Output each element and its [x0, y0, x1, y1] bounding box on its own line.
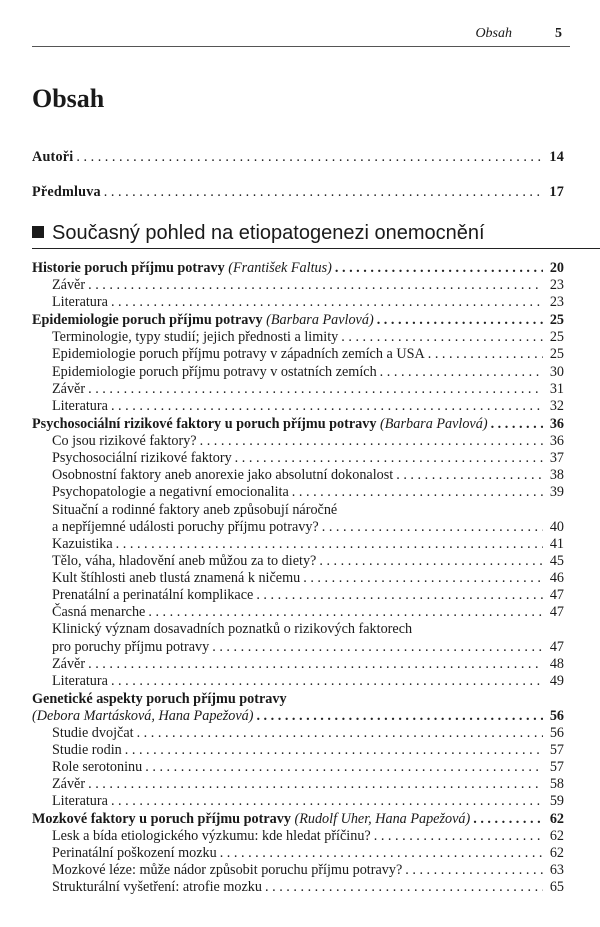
dot-leader	[491, 415, 543, 433]
toc-entry[interactable]: Tělo, váha, hladovění aneb můžou za to diety? . . . 45	[52, 552, 564, 570]
toc-entry[interactable]: Kazuistika . . . 41	[52, 535, 564, 553]
dot-leader	[335, 259, 543, 277]
toc-entry[interactable]: Epidemiologie poruch příjmu potravy v západních zemích a USA . . . 25	[52, 345, 564, 363]
toc-entry[interactable]: Strukturální vyšetření: atrofie mozku . . . 65	[52, 878, 564, 896]
toc-entry[interactable]: Kult štíhlosti aneb tlustá znamená k ničemu . . . 46	[52, 569, 564, 587]
toc-entry-line1[interactable]: Situační a rodinné faktory aneb způsobují náročné	[52, 502, 338, 518]
toc-entry[interactable]: Lesk a bída etiologického výzkumu: kde hledat příčinu? . . . 62	[52, 827, 564, 845]
dot-leader	[104, 183, 543, 201]
running-head	[32, 26, 570, 47]
toc-entry[interactable]: Osobnostní faktory aneb anorexie jako absolutní dokonalost . . . 38	[52, 466, 564, 484]
toc-chapter-genetics-title[interactable]: Genetické aspekty poruch příjmu potravy	[32, 691, 287, 707]
toc-entry[interactable]: Studie dvojčat . . . 56	[52, 724, 564, 742]
toc-chapter-genetics[interactable]: (Debora Martásková, Hana Papežová) . . . 56	[32, 707, 564, 725]
toc-chapter-history[interactable]: Historie poruch příjmu potravy (František Faltus) . . . 20	[32, 259, 564, 277]
dot-leader	[256, 707, 543, 725]
page-number: 5	[555, 26, 562, 41]
toc-entry[interactable]: a nepříjemné události poruchy příjmu potravy? . . . 40	[52, 518, 564, 536]
toc-entry[interactable]: Perinatální poškození mozku . . . 62	[52, 844, 564, 862]
toc-chapter-brain-factors[interactable]: Mozkové faktory u poruch příjmu potravy (Rudolf Uher, Hana Papežová) . . . 62	[32, 810, 564, 828]
toc-entry[interactable]: Epidemiologie poruch příjmu potravy v ostatních zemích . . . 30	[52, 363, 564, 381]
toc-entry[interactable]: Časná menarche . . . 47	[52, 603, 564, 621]
toc-entry-authors[interactable]: Autoři . . . 14	[32, 148, 564, 166]
toc-entry[interactable]: Co jsou rizikové faktory? . . . 36	[52, 432, 564, 450]
section-heading: Současný pohled na etiopatogenezi onemocnění	[32, 220, 600, 249]
dot-leader	[76, 148, 543, 166]
toc-entry[interactable]: Studie rodin . . . 57	[52, 741, 564, 759]
toc-chapter-psychosocial[interactable]: Psychosociální rizikové faktory u poruch příjmu potravy (Barbara Pavlová) . . . 36	[32, 415, 564, 433]
toc-entry[interactable]: Psychopatologie a negativní emocionalita . . . 39	[52, 483, 564, 501]
toc-entry-preface[interactable]: Předmluva . . . 17	[32, 183, 564, 201]
toc-entry[interactable]: Terminologie, typy studií; jejich přednosti a limity . . . 25	[52, 328, 564, 346]
toc-entry-line1[interactable]: Klinický význam dosavadních poznatků o rizikových faktorech	[52, 621, 413, 637]
square-bullet-icon	[32, 226, 44, 238]
toc-entry[interactable]: Literatura . . . 23	[52, 293, 564, 311]
toc-entry[interactable]: pro poruchy příjmu potravy . . . 47	[52, 638, 564, 656]
toc-entry[interactable]: Literatura . . . 32	[52, 397, 564, 415]
toc-entry[interactable]: Role serotoninu . . . 57	[52, 758, 564, 776]
running-title: Obsah	[475, 26, 512, 41]
dot-leader	[473, 810, 543, 828]
toc-entry[interactable]: Závěr . . . 23	[52, 276, 564, 294]
toc-entry[interactable]: Literatura . . . 49	[52, 672, 564, 690]
dot-leader	[377, 311, 543, 329]
toc-entry[interactable]: Závěr . . . 31	[52, 380, 564, 398]
toc-entry[interactable]: Závěr . . . 48	[52, 655, 564, 673]
toc-entry[interactable]: Literatura . . . 59	[52, 792, 564, 810]
toc-chapter-epidemiology[interactable]: Epidemiologie poruch příjmu potravy (Barbara Pavlová) . . . 25	[32, 311, 564, 329]
toc-entry[interactable]: Prenatální a perinatální komplikace . . . 47	[52, 586, 564, 604]
toc-entry[interactable]: Mozkové léze: může nádor způsobit poruchu příjmu potravy? . . . 63	[52, 861, 564, 879]
toc-entry[interactable]: Závěr . . . 58	[52, 775, 564, 793]
toc-entry[interactable]: Psychosociální rizikové faktory . . . 37	[52, 449, 564, 467]
page-title: Obsah	[32, 84, 105, 113]
